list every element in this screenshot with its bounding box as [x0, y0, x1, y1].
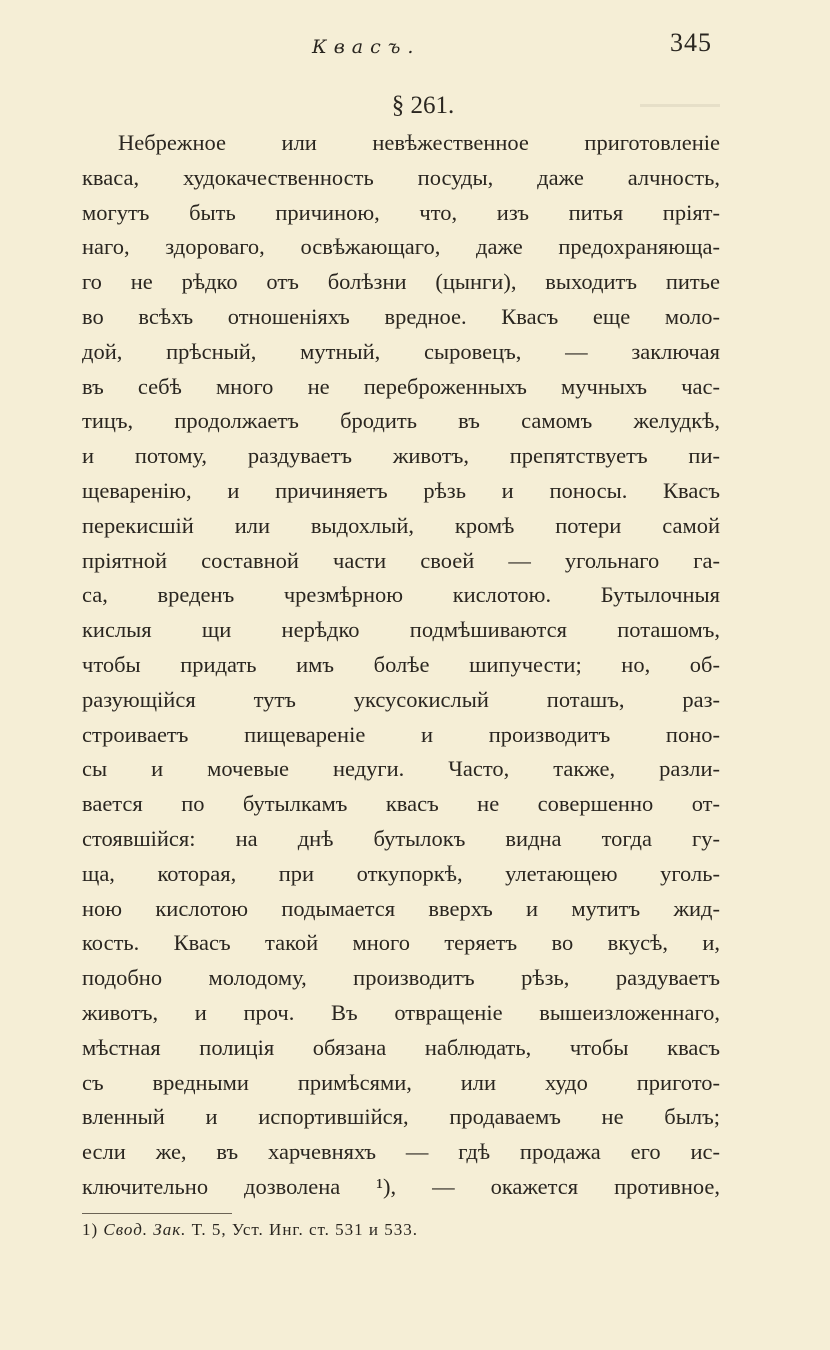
- running-header: [0, 28, 830, 66]
- text-line: могутъ быть причиною, что, изъ питья пріят-: [82, 199, 720, 225]
- text-line: съ вредными примѣсями, или худо пригото-: [82, 1069, 720, 1095]
- text-line: стоявшійся: на днѣ бутылокъ видна тогда гу-: [82, 825, 720, 851]
- text-line: го не рѣдко отъ болѣзни (цынги), выходитъ питье: [82, 269, 720, 295]
- text-line: пріятной составной части своей — угольнаго га-: [82, 547, 720, 573]
- text-line: кислыя щи нерѣдко подмѣшиваются поташомъ,: [82, 617, 720, 643]
- text-line: кваса, худокачественность посуды, даже алчность,: [82, 164, 720, 190]
- text-line: дой, прѣсный, мутный, сыровецъ, — заключая: [82, 338, 720, 364]
- text-line: наго, здороваго, освѣжающаго, даже предохраняюща-: [82, 234, 720, 260]
- text-line: Небрежное или невѣжественное приготовленіе: [118, 130, 720, 155]
- text-line: разующійся тутъ уксусокислый поташъ, раз-: [82, 686, 720, 712]
- footnote-marker: 1): [82, 1220, 99, 1239]
- text-line: мѣстная полиція обязана наблюдать, чтобы квасъ: [82, 1034, 720, 1060]
- text-line: въ себѣ много не переброженныхъ мучныхъ час-: [82, 373, 720, 399]
- running-title: Квасъ.: [312, 36, 421, 58]
- text-line: щеваренію, и причиняетъ рѣзь и поносы. Квасъ: [82, 477, 720, 503]
- text-line: вленный и испортившійся, продаваемъ не былъ;: [82, 1104, 720, 1130]
- text-line: животъ, и проч. Въ отвращеніе вышеизложеннаго,: [82, 999, 720, 1025]
- text-line: если же, въ харчевняхъ — гдѣ продажа его ис-: [82, 1139, 720, 1165]
- page-number: 345: [670, 28, 712, 57]
- text-line: чтобы придать имъ болѣе шипучести; но, об-: [82, 651, 720, 677]
- footnote-source: Свод. Зак.: [103, 1220, 187, 1239]
- text-line: строиваетъ пищевареніе и производитъ поно-: [82, 721, 720, 747]
- text-line: и потому, раздуваетъ животъ, препятствуетъ пи-: [82, 443, 720, 469]
- text-line: перекисшій или выдохлый, кромѣ потери самой: [82, 512, 720, 538]
- text-line: тицъ, продолжаетъ бродить въ самомъ желудкѣ,: [82, 408, 720, 434]
- text-line: подобно молодому, производитъ рѣзь, раздуваетъ: [82, 965, 720, 991]
- footnote-divider: [82, 1213, 232, 1214]
- footnote: [82, 1220, 418, 1240]
- section-heading: § 261.: [391, 92, 455, 119]
- text-line: ною кислотою подымается вверхъ и мутитъ жид-: [82, 895, 720, 921]
- text-line: кость. Квасъ такой много теряетъ во вкусѣ, и,: [82, 930, 720, 956]
- text-line: во всѣхъ отношеніяхъ вредное. Квасъ еще моло-: [82, 303, 720, 329]
- text-line: сы и мочевые недуги. Часто, также, разли-: [82, 756, 720, 782]
- text-line: вается по бутылкамъ квасъ не совершенно от-: [82, 791, 720, 817]
- footnote-text: Т. 5, Уст. Инг. ст. 531 и 533.: [191, 1220, 419, 1239]
- body-text: [82, 126, 720, 1205]
- text-line: ключительно дозволена ¹), — окажется противное,: [82, 1173, 720, 1199]
- text-line: са, вреденъ чрезмѣрною кислотою. Бутылочныя: [82, 582, 720, 608]
- text-line: ща, которая, при откупоркѣ, улетающею уголь-: [82, 860, 720, 886]
